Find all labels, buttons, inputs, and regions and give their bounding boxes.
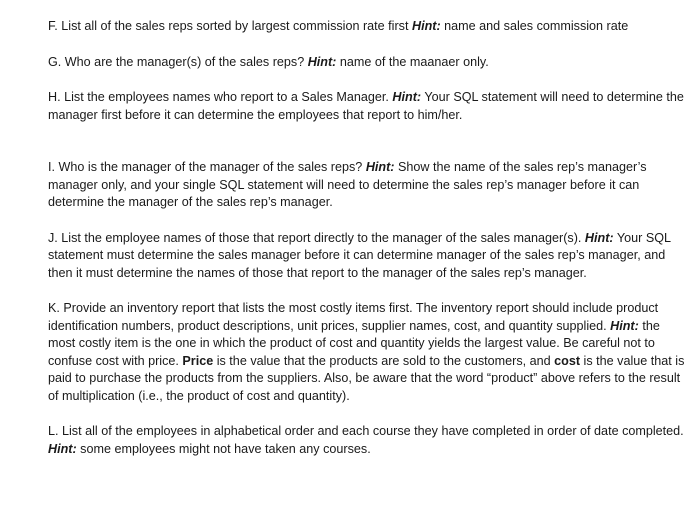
assignment-document [48, 18, 688, 458]
question-h-hint-label: Hint: [392, 90, 422, 104]
question-k-price-word: Price [182, 353, 214, 368]
question-j-hint-text: Your SQL statement must determine the sales manager before it can determine manager of the sales rep’s manager, and then it must determine the names of those that report to the manager of the sales rep’s manager. [48, 230, 671, 280]
question-j-hint-label: Hint: [584, 230, 614, 245]
question-k-text: K. Provide an inventory report that lists the most costly items first. The inventory report should include product identification numbers, product descriptions, unit prices, supplier names, cost, and quantity supplied. [48, 301, 659, 333]
question-g-hint-text: name of the maanaer only. [336, 54, 489, 69]
question-l [48, 423, 688, 458]
question-i-hint-text: Show the name of the sales rep’s manager’s manager only, and your single SQL statement will need to determine the sales rep’s manager before it can determine the manager of the sales rep’s manager. [48, 160, 647, 209]
question-f-hint-label: Hint: [411, 19, 441, 33]
question-g-text: G. Who are the manager(s) of the sales reps? [48, 54, 308, 69]
question-h-text: H. List the employees names who report to a Sales Manager. [48, 90, 393, 104]
question-k-cost-word: cost [554, 353, 581, 368]
question-f-hint-text: name and sales commission rate [440, 19, 629, 33]
question-k-hint-label: Hint: [610, 318, 639, 333]
question-f-text: F. List all of the sales reps sorted by largest commission rate first [48, 19, 412, 33]
question-i [48, 159, 688, 212]
question-l-hint-label: Hint: [48, 441, 77, 456]
question-i-hint-label: Hint: [365, 160, 395, 174]
question-l-hint-text: some employees might not have taken any courses. [76, 441, 371, 456]
question-j [48, 230, 688, 283]
question-k-price-text: is the value that the products are sold to the customers, and [213, 353, 555, 368]
question-f [48, 18, 688, 36]
question-g-hint-label: Hint: [307, 54, 337, 69]
question-k-hint-text: the most costly item is the one in which the product of cost and quantity yields the largest value. Be careful not to confuse cost with price. [48, 318, 660, 368]
question-g [48, 54, 688, 72]
question-k-cost-text: is the value that is paid to purchase the products from the suppliers. Also, be aware that the word “product” above refers to the result of multiplication (i.e., the product of cost and quantity). [48, 353, 685, 403]
question-h-hint-text: Your SQL statement will need to determine the manager first before it can determine the employees that report to him/her. [48, 90, 684, 122]
question-j-text: J. List the employee names of those that report directly to the manager of the sales manager(s). [48, 230, 585, 245]
question-k [48, 300, 688, 405]
question-i-text: I. Who is the manager of the manager of the sales reps? [48, 160, 366, 174]
question-h [48, 89, 688, 124]
question-l-text: L. List all of the employees in alphabetical order and each course they have completed in order of date completed. [48, 424, 684, 438]
